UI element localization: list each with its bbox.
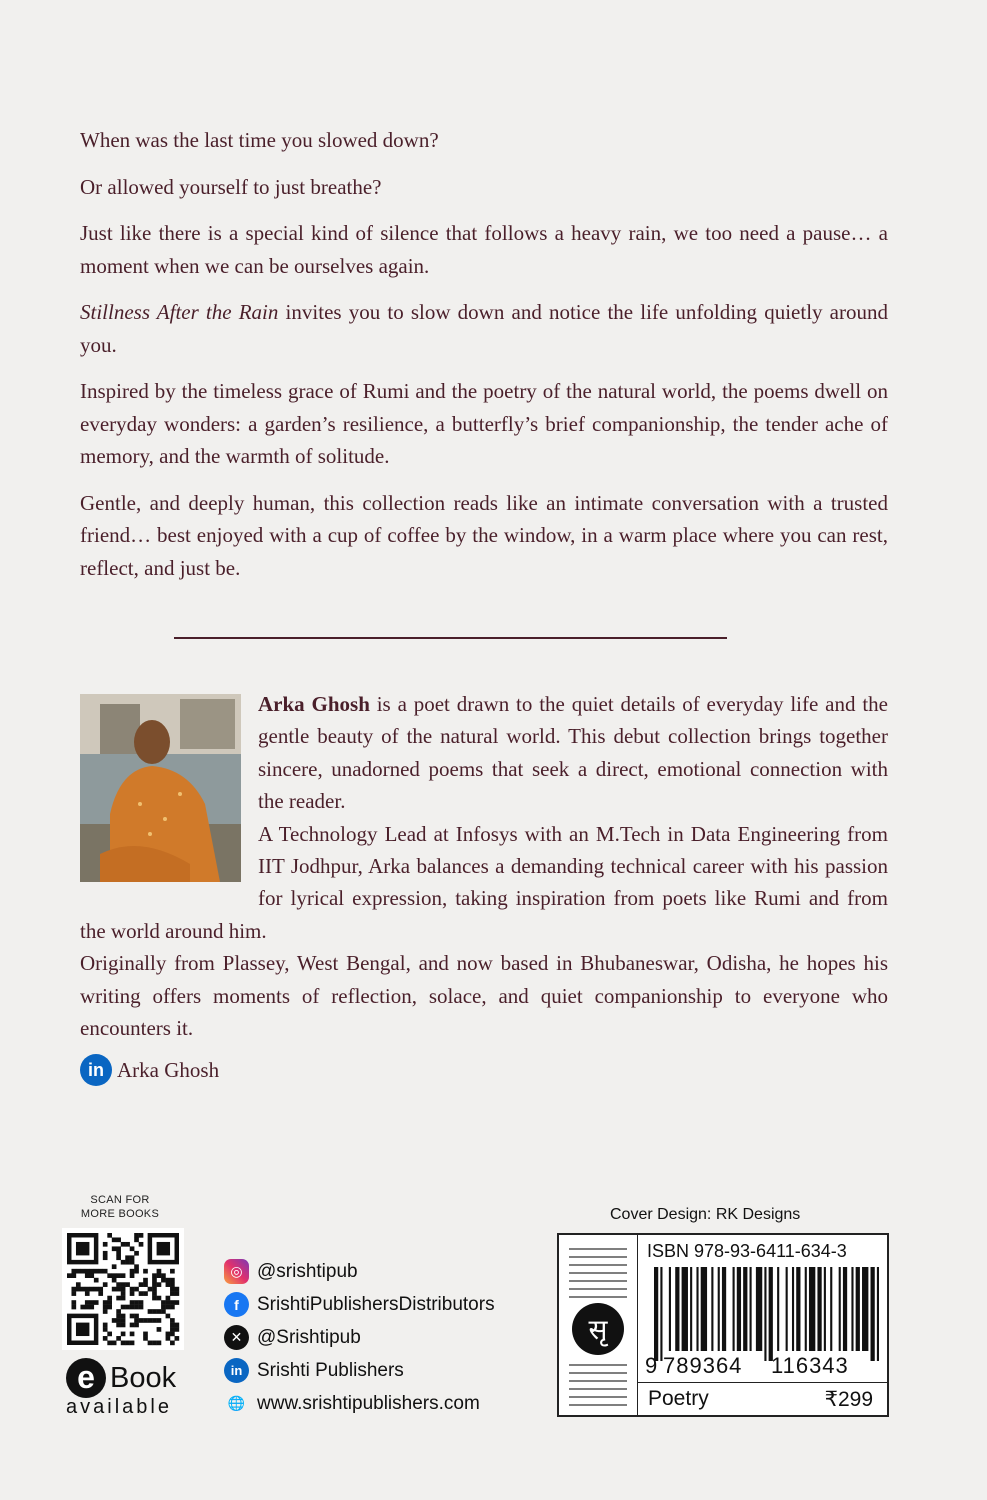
social-instagram-text: @srishtipub xyxy=(257,1260,358,1282)
author-linkedin[interactable] xyxy=(80,1054,219,1086)
author-photo xyxy=(80,694,241,882)
blurb-paragraph-4 xyxy=(80,296,888,361)
social-instagram[interactable] xyxy=(224,1255,495,1288)
social-website[interactable] xyxy=(224,1387,495,1420)
author-bio xyxy=(80,688,888,1044)
author-linkedin-name: Arka Ghosh xyxy=(117,1057,220,1082)
barcode-digits-left: 789364 xyxy=(663,1353,743,1378)
qr-caption-line-2: MORE BOOKS xyxy=(80,1208,160,1220)
blurb-paragraph-4-rest: invites you to slow down and notice the life unfolding quietly around you. xyxy=(80,300,888,357)
barcode-digits-right: 116343 xyxy=(771,1353,849,1378)
social-website-text: www.srishtipublishers.com xyxy=(257,1392,480,1414)
blurb-line-1: When was the last time you slowed down? xyxy=(80,128,439,152)
blurb-line-2: Or allowed yourself to just breathe? xyxy=(80,174,382,199)
publisher-social-list xyxy=(224,1255,495,1420)
social-linkedin-text: Srishti Publishers xyxy=(257,1359,404,1381)
bio-paragraph-3: Originally from Plassey, West Bengal, and now based in Bhubaneswar, Odisha, he hopes his writing offers moments of reflection, solace, and quiet companionship to everyone who encounters it. xyxy=(80,951,888,1041)
barcode-digit-first: 9 xyxy=(645,1353,658,1378)
x-icon: ✕ xyxy=(224,1325,249,1350)
social-x-text: @Srishtipub xyxy=(257,1326,361,1348)
genre-price-row xyxy=(638,1382,887,1416)
facebook-icon: f xyxy=(224,1292,249,1317)
publisher-logo-column xyxy=(559,1235,638,1415)
ebook-available-badge xyxy=(66,1358,176,1419)
blurb-paragraph-6: Gentle, and deeply human, this collection reads like an intimate conversation with a trusted friend… best enjoyed with a cup of coffee by the window, in a warm place where you can rest, reflect, and just be. xyxy=(80,490,888,580)
bio-paragraph-2: A Technology Lead at Infosys with an M.Tech in Data Engineering from IIT Jodhpur, Arka balances a demanding technical career with his passion for lyrical expression, taking inspiration from poets like Rumi and from the world around him. xyxy=(80,821,888,943)
publisher-logo xyxy=(559,1235,637,1415)
social-facebook-text: SrishtiPublishersDistributors xyxy=(257,1293,495,1315)
bio-paragraph-1-rest: is a poet drawn to the quiet details of everyday life and the gentle beauty of the natural world. This debut collection brings together sincere, unadorned poems that seek a direct, emotional connection with the reader. xyxy=(258,692,888,814)
blurb-paragraph-3: Just like there is a special kind of silence that follows a heavy rain, we too need a pause… a moment when we can be ourselves again. xyxy=(80,221,888,278)
ebook-label: Book xyxy=(110,1361,177,1394)
author-name: Arka Ghosh xyxy=(258,692,370,716)
qr-code[interactable] xyxy=(62,1228,184,1350)
publisher-mark: सृ xyxy=(588,1313,608,1346)
book-title: Stillness After the Rain xyxy=(80,300,279,324)
globe-icon: 🌐 xyxy=(227,1395,246,1411)
social-x[interactable] xyxy=(224,1321,495,1354)
linkedin-icon: in xyxy=(80,1054,112,1086)
ebook-e-icon: e xyxy=(66,1358,106,1398)
section-divider xyxy=(174,637,727,639)
isbn-barcode-box xyxy=(557,1233,889,1417)
qr-caption-line-1: SCAN FOR xyxy=(90,1194,150,1206)
linkedin-icon: in xyxy=(224,1358,249,1383)
ebook-available-text: available xyxy=(66,1396,172,1418)
instagram-icon: ◎ xyxy=(224,1259,249,1284)
blurb-paragraph-5: Inspired by the timeless grace of Rumi and the poetry of the natural world, the poems dwell on everyday wonders: a garden’s resilience, a butterfly’s brief companionship, the tender ache of memory, and the warmth of solitude. xyxy=(80,379,888,468)
qr-caption xyxy=(70,1193,170,1221)
price-label: ₹299 xyxy=(824,1388,873,1411)
back-cover-blurb xyxy=(80,124,888,598)
barcode xyxy=(654,1267,879,1361)
isbn-number: ISBN 978-93-6411-634-3 xyxy=(647,1241,847,1261)
cover-design-credit: Cover Design: RK Designs xyxy=(610,1206,801,1223)
genre-label: Poetry xyxy=(648,1387,709,1410)
social-facebook[interactable] xyxy=(224,1288,495,1321)
social-linkedin[interactable] xyxy=(224,1354,495,1387)
